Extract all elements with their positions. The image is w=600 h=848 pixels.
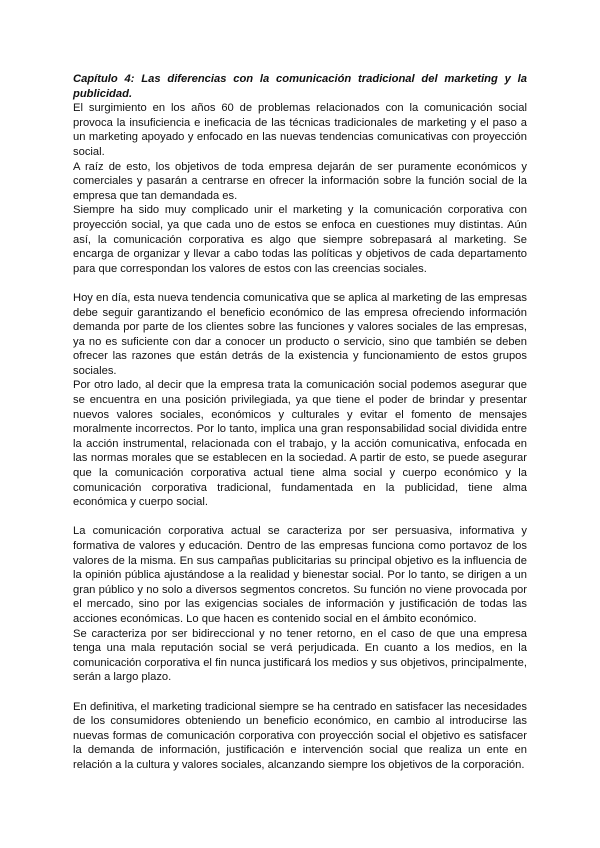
paragraph-5: Por otro lado, al decir que la empresa trata la comunicación social podemos asegurar que se encuentra en una posición privilegiada, ya que tiene el poder de brindar y presentar nuevos valores sociales, económicos y culturales y evitar el fomento de mensajes moralmente incorrectos. Por lo tanto, implica una gran responsabilidad social dividida entre la acción instrumental, relacionada con el trabajo, y la acción comunicativa, enfocada en las normas morales que se establecen en la sociedad. A partir de esto, se puede asegurar que la comunicación corporativa actual tiene alma social y cuerpo económico y la comunicación corporativa tradicional, fundamentada en la publicidad, tiene alma económica y cuerpo social. xyxy=(73,379,527,509)
chapter-title: Capítulo 4: Las diferencias con la comunicación tradicional del marketing y la publicidad. xyxy=(73,73,527,100)
paragraph-2: A raíz de esto, los objetivos de toda empresa dejarán de ser puramente económicos y comerciales y pasarán a centrarse en ofrecer la información sobre la función social de la empresa que tan demandada es. xyxy=(73,160,527,202)
paragraph-7: Se caracteriza por ser bidireccional y no tener retorno, en el caso de que una empresa tenga una mala reputación social se verá perjudicada. En cuanto a los medios, en la comunicación corporativa el fin nunca justificará los medios y sus objetivos, principalmente, serán a largo plazo. xyxy=(73,627,527,684)
paragraph-1: El surgimiento en los años 60 de problemas relacionados con la comunicación social provoca la insuficiencia e ineficacia de las técnicas tradicionales de marketing y el paso a un marketing apoyado y enfocado en las nuevas tendencias comunicativas con proyección social. xyxy=(73,102,527,158)
document-page xyxy=(73,72,527,773)
paragraph-6: La comunicación corporativa actual se caracteriza por ser persuasiva, informativa y formativa de valores y educación. Dentro de las empresas funciona como portavoz de los valores de la misma. En sus campañas publicitarias su principal objetivo es la influencia de la opinión pública ajustándose a la realidad y bienestar social. Por lo tanto, se dirigen a un gran público y no solo a diversos segmentos concretos. Su función no viene provocada por el mercado, sino por las exigencias sociales de información y justificación de todas las acciones económicas. Lo que hacen es contenido social en el ámbito económico. xyxy=(73,525,527,625)
paragraph-4: Hoy en día, esta nueva tendencia comunicativa que se aplica al marketing de las empresas debe seguir garantizando el beneficio económico de las empresa ofreciendo información demanda por parte de los clientes sobre las funciones y valores sociales de las empresas, ya no es suficiente con dar a conocer un producto o servicio, sino que también se deben ofrecer las razones que están detrás de la existencia y funcionamiento de estos grupos sociales. xyxy=(73,291,527,377)
paragraph-8: En definitiva, el marketing tradicional siempre se ha centrado en satisfacer las necesidades de los consumidores obteniendo un beneficio económico, en cambio al introducirse las nuevas formas de comunicación corporativa con proyección social el objetivo es satisfacer la demanda de información, justificación e intervención social que realiza un ente en relación a la cultura y valores sociales, alcanzando siempre los objetivos de la corporación. xyxy=(73,700,527,771)
paragraph-3: Siempre ha sido muy complicado unir el marketing y la comunicación corporativa con proyección social, ya que cada uno de estos se enfoca en cuestiones muy distintas. Aún así, la comunicación corporativa es algo que siempre sobrepasará al marketing. Se encarga de organizar y llevar a cabo todas las políticas y objetivos de cada departamento para que correspondan los valores de estos con las creencias sociales. xyxy=(73,204,527,275)
